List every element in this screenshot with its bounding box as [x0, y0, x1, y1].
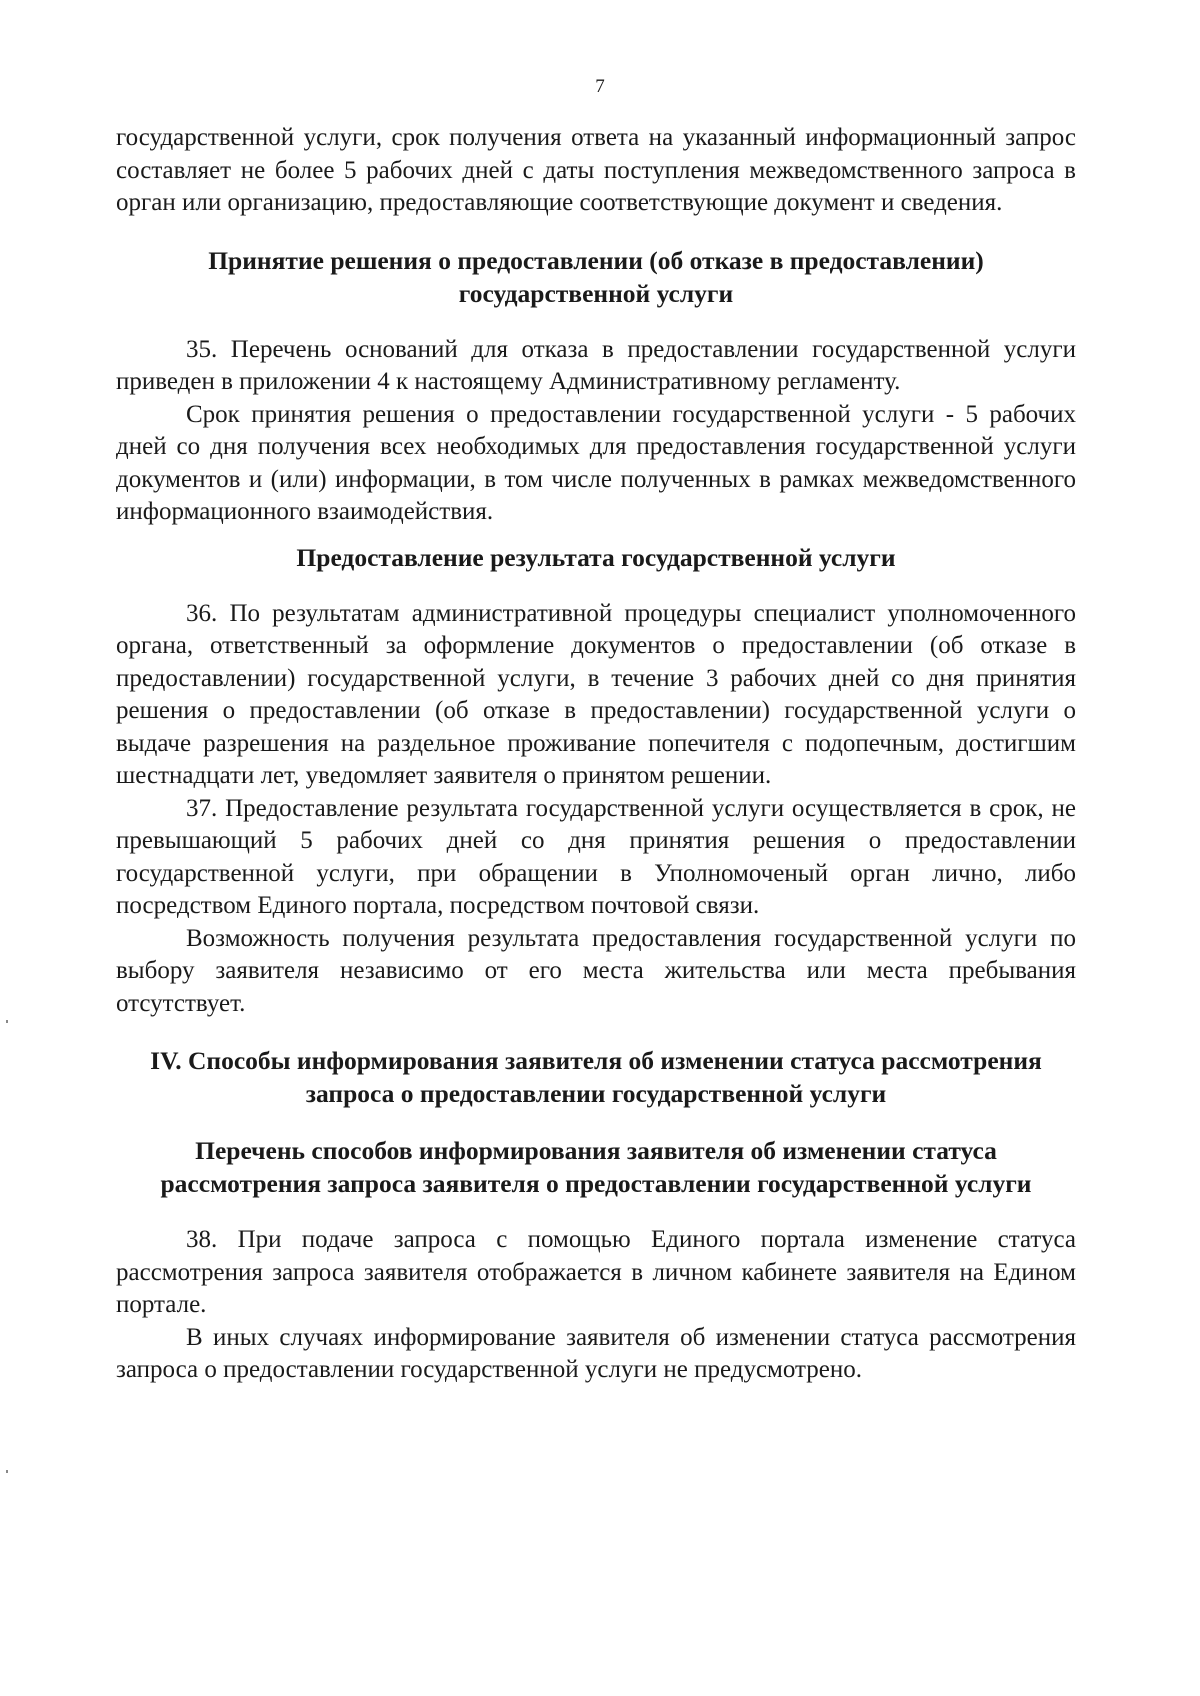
paragraph-38: 38. При подаче запроса с помощью Единого портала изменение статуса рассмотрения запроса заявителя отображается в личном кабинете заявителя на Едином портале.	[116, 1226, 1076, 1318]
paragraph-35-term: Срок принятия решения о предоставлении государственной услуги - 5 рабочих дней со дня получения всех необходимых для предоставления государственной услуги документов и (или) информации, в том числе полученных в рамках межведомственного информационного взаимодействия.	[116, 400, 1076, 525]
paragraph-35: 35. Перечень оснований для отказа в предоставлении государственной услуги приведен в приложении 4 к настоящему Административному регламенту.	[116, 335, 1076, 395]
paragraph-38-other: В иных случаях информирование заявителя об изменении статуса рассмотрения запроса о предоставлении государственной услуги не предусмотрено.	[116, 1323, 1076, 1383]
document-body	[116, 122, 1076, 1387]
paragraph-36: 36. По результатам административной процедуры специалист уполномоченного органа, ответственный за оформление документов о предоставлении (об отказе в предоставлении) государственной услуги, в течение 3 рабочих дней со дня принятия решения о предоставлении (об отказе в предоставлении) государственной услуги о выдаче разрешения на раздельное проживание попечителя с подопечным, достигшим шестнадцати лет, уведомляет заявителя о принятом решении.	[116, 599, 1076, 789]
heading-result: Предоставление результата государственной услуги	[296, 542, 896, 572]
page-number: 7	[595, 76, 605, 97]
heading-decision: Принятие решения о предоставлении (об отказе в предоставлении) государственной услуги	[208, 245, 984, 308]
paragraph-intro: государственной услуги, срок получения ответа на указанный информационный запрос составляет не более 5 рабочих дней с даты поступления межведомственного запроса в орган или организацию, предоставляющие соответствующие документ и сведения.	[116, 124, 1076, 216]
heading-informing-methods: Перечень способов информирования заявителя об изменении статуса рассмотрения запроса заявителя о предоставлении государственной услуги	[160, 1136, 1032, 1198]
heading-section-4: IV. Способы информирования заявителя об изменении статуса рассмотрения запроса о предоставлении государственной услуги	[150, 1046, 1042, 1108]
scan-edge-mark	[6, 1020, 8, 1023]
scan-edge-mark	[6, 1470, 8, 1473]
paragraph-37: 37. Предоставление результата государственной услуги осуществляется в срок, не превышающий 5 рабочих дней со дня принятия решения о предоставлении государственной услуги, при обращении в Уполномоченый орган лично, либо посредством Единого портала, посредством почтовой связи.	[116, 794, 1076, 919]
paragraph-37-possibility: Возможность получения результата предоставления государственной услуги по выбору заявителя независимо от его места жительства или места пребывания отсутствует.	[116, 924, 1076, 1017]
